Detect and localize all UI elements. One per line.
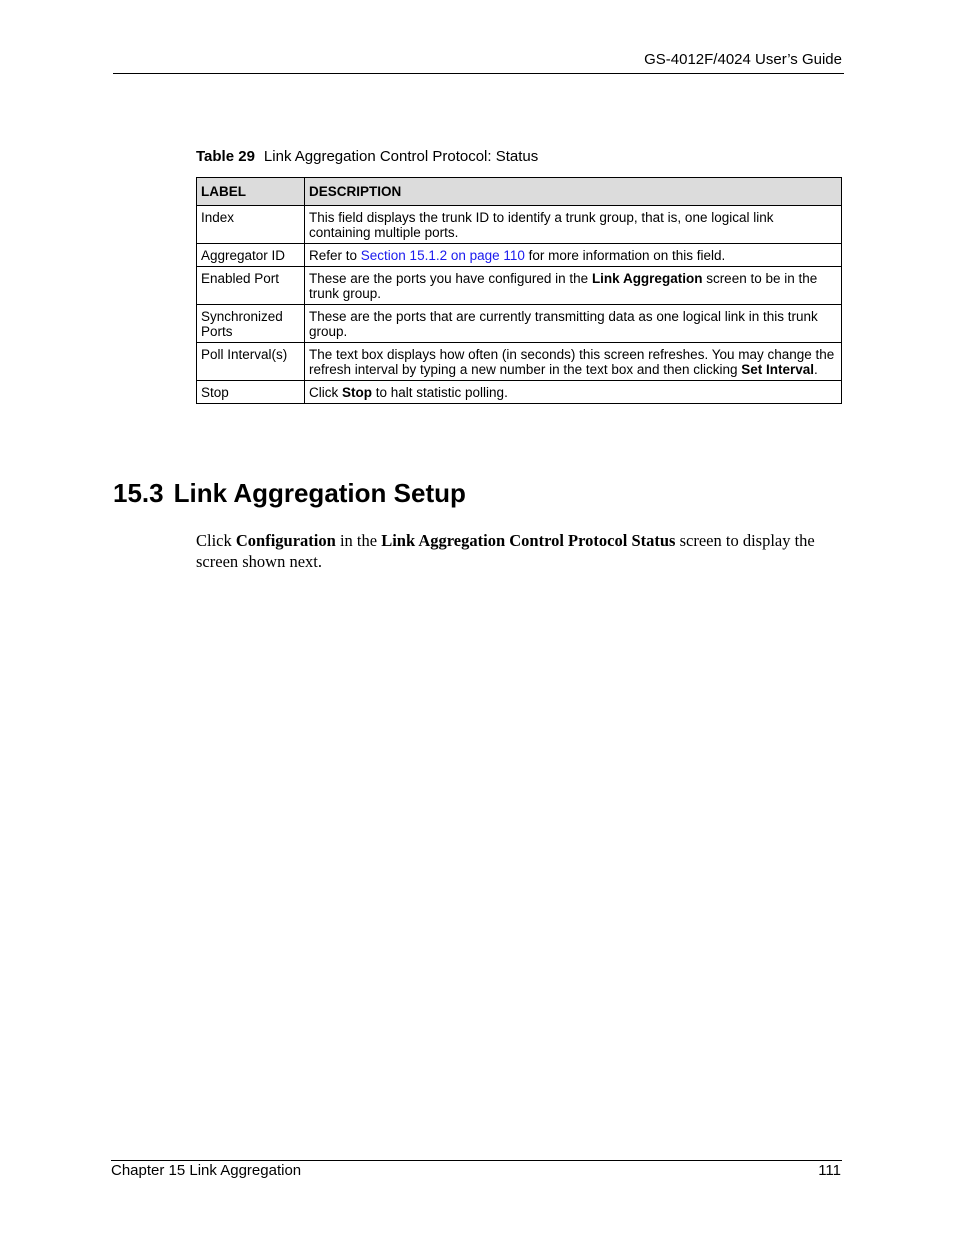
row-description: This field displays the trunk ID to identify a trunk group, that is, one logical link containing multiple ports. — [305, 206, 842, 244]
description-text: Refer to — [309, 248, 361, 263]
row-label: Poll Interval(s) — [197, 343, 305, 381]
description-bold: Set Interval — [741, 362, 815, 377]
description-text: . — [814, 362, 818, 377]
column-header-description: DESCRIPTION — [305, 178, 842, 206]
column-header-label: LABEL — [197, 178, 305, 206]
description-text: These are the ports you have configured in the — [309, 271, 592, 286]
table-caption — [196, 148, 538, 165]
row-label: Index — [197, 206, 305, 244]
table-caption-number: Table 29 — [196, 148, 255, 165]
table-caption-title: Link Aggregation Control Protocol: Status — [263, 148, 539, 165]
footer-page-number: 111 — [818, 1162, 841, 1179]
table-header-row — [197, 178, 842, 206]
table-row — [197, 305, 842, 343]
row-label: Synchronized Ports — [197, 305, 305, 343]
row-description — [305, 343, 842, 381]
footer-rule — [111, 1160, 842, 1161]
paragraph-bold: Link Aggregation Control Protocol Status — [381, 531, 676, 550]
row-description — [305, 244, 842, 267]
description-text: screen to be in the trunk group. — [309, 271, 818, 301]
table-row — [197, 244, 842, 267]
paragraph-bold: Configuration — [235, 531, 336, 550]
section-link[interactable]: Section 15.1.2 on page 110 — [360, 248, 525, 263]
lacp-status-table — [196, 177, 842, 404]
paragraph-text: screen to display the screen shown next. — [196, 531, 815, 571]
section-heading — [113, 478, 466, 509]
body-paragraph — [196, 530, 842, 572]
header-rule — [113, 73, 844, 74]
table-row — [197, 343, 842, 381]
table-row — [197, 206, 842, 244]
row-description — [305, 267, 842, 305]
section-number: 15.3 — [113, 478, 164, 508]
row-label: Enabled Port — [197, 267, 305, 305]
description-text: for more information on this field. — [524, 248, 726, 263]
row-label: Aggregator ID — [197, 244, 305, 267]
table-row — [197, 267, 842, 305]
description-text: The text box displays how often (in seconds) this screen refreshes. You may change the refresh interval by typing a new number in the text box and then clicking — [309, 347, 835, 377]
description-bold: Stop — [342, 385, 372, 400]
table-row — [197, 381, 842, 404]
paragraph-text: Click — [196, 531, 236, 550]
row-label: Stop — [197, 381, 305, 404]
running-header: GS-4012F/4024 User’s Guide — [644, 51, 842, 68]
row-description: These are the ports that are currently transmitting data as one logical link in this trunk group. — [305, 305, 842, 343]
description-bold: Link Aggregation — [591, 271, 703, 286]
description-text: to halt statistic polling. — [372, 385, 508, 400]
footer-chapter: Chapter 15 Link Aggregation — [111, 1162, 302, 1179]
paragraph-text: in the — [335, 531, 382, 550]
description-text: Click — [309, 385, 342, 400]
row-description — [305, 381, 842, 404]
section-title: Link Aggregation Setup — [173, 478, 466, 508]
